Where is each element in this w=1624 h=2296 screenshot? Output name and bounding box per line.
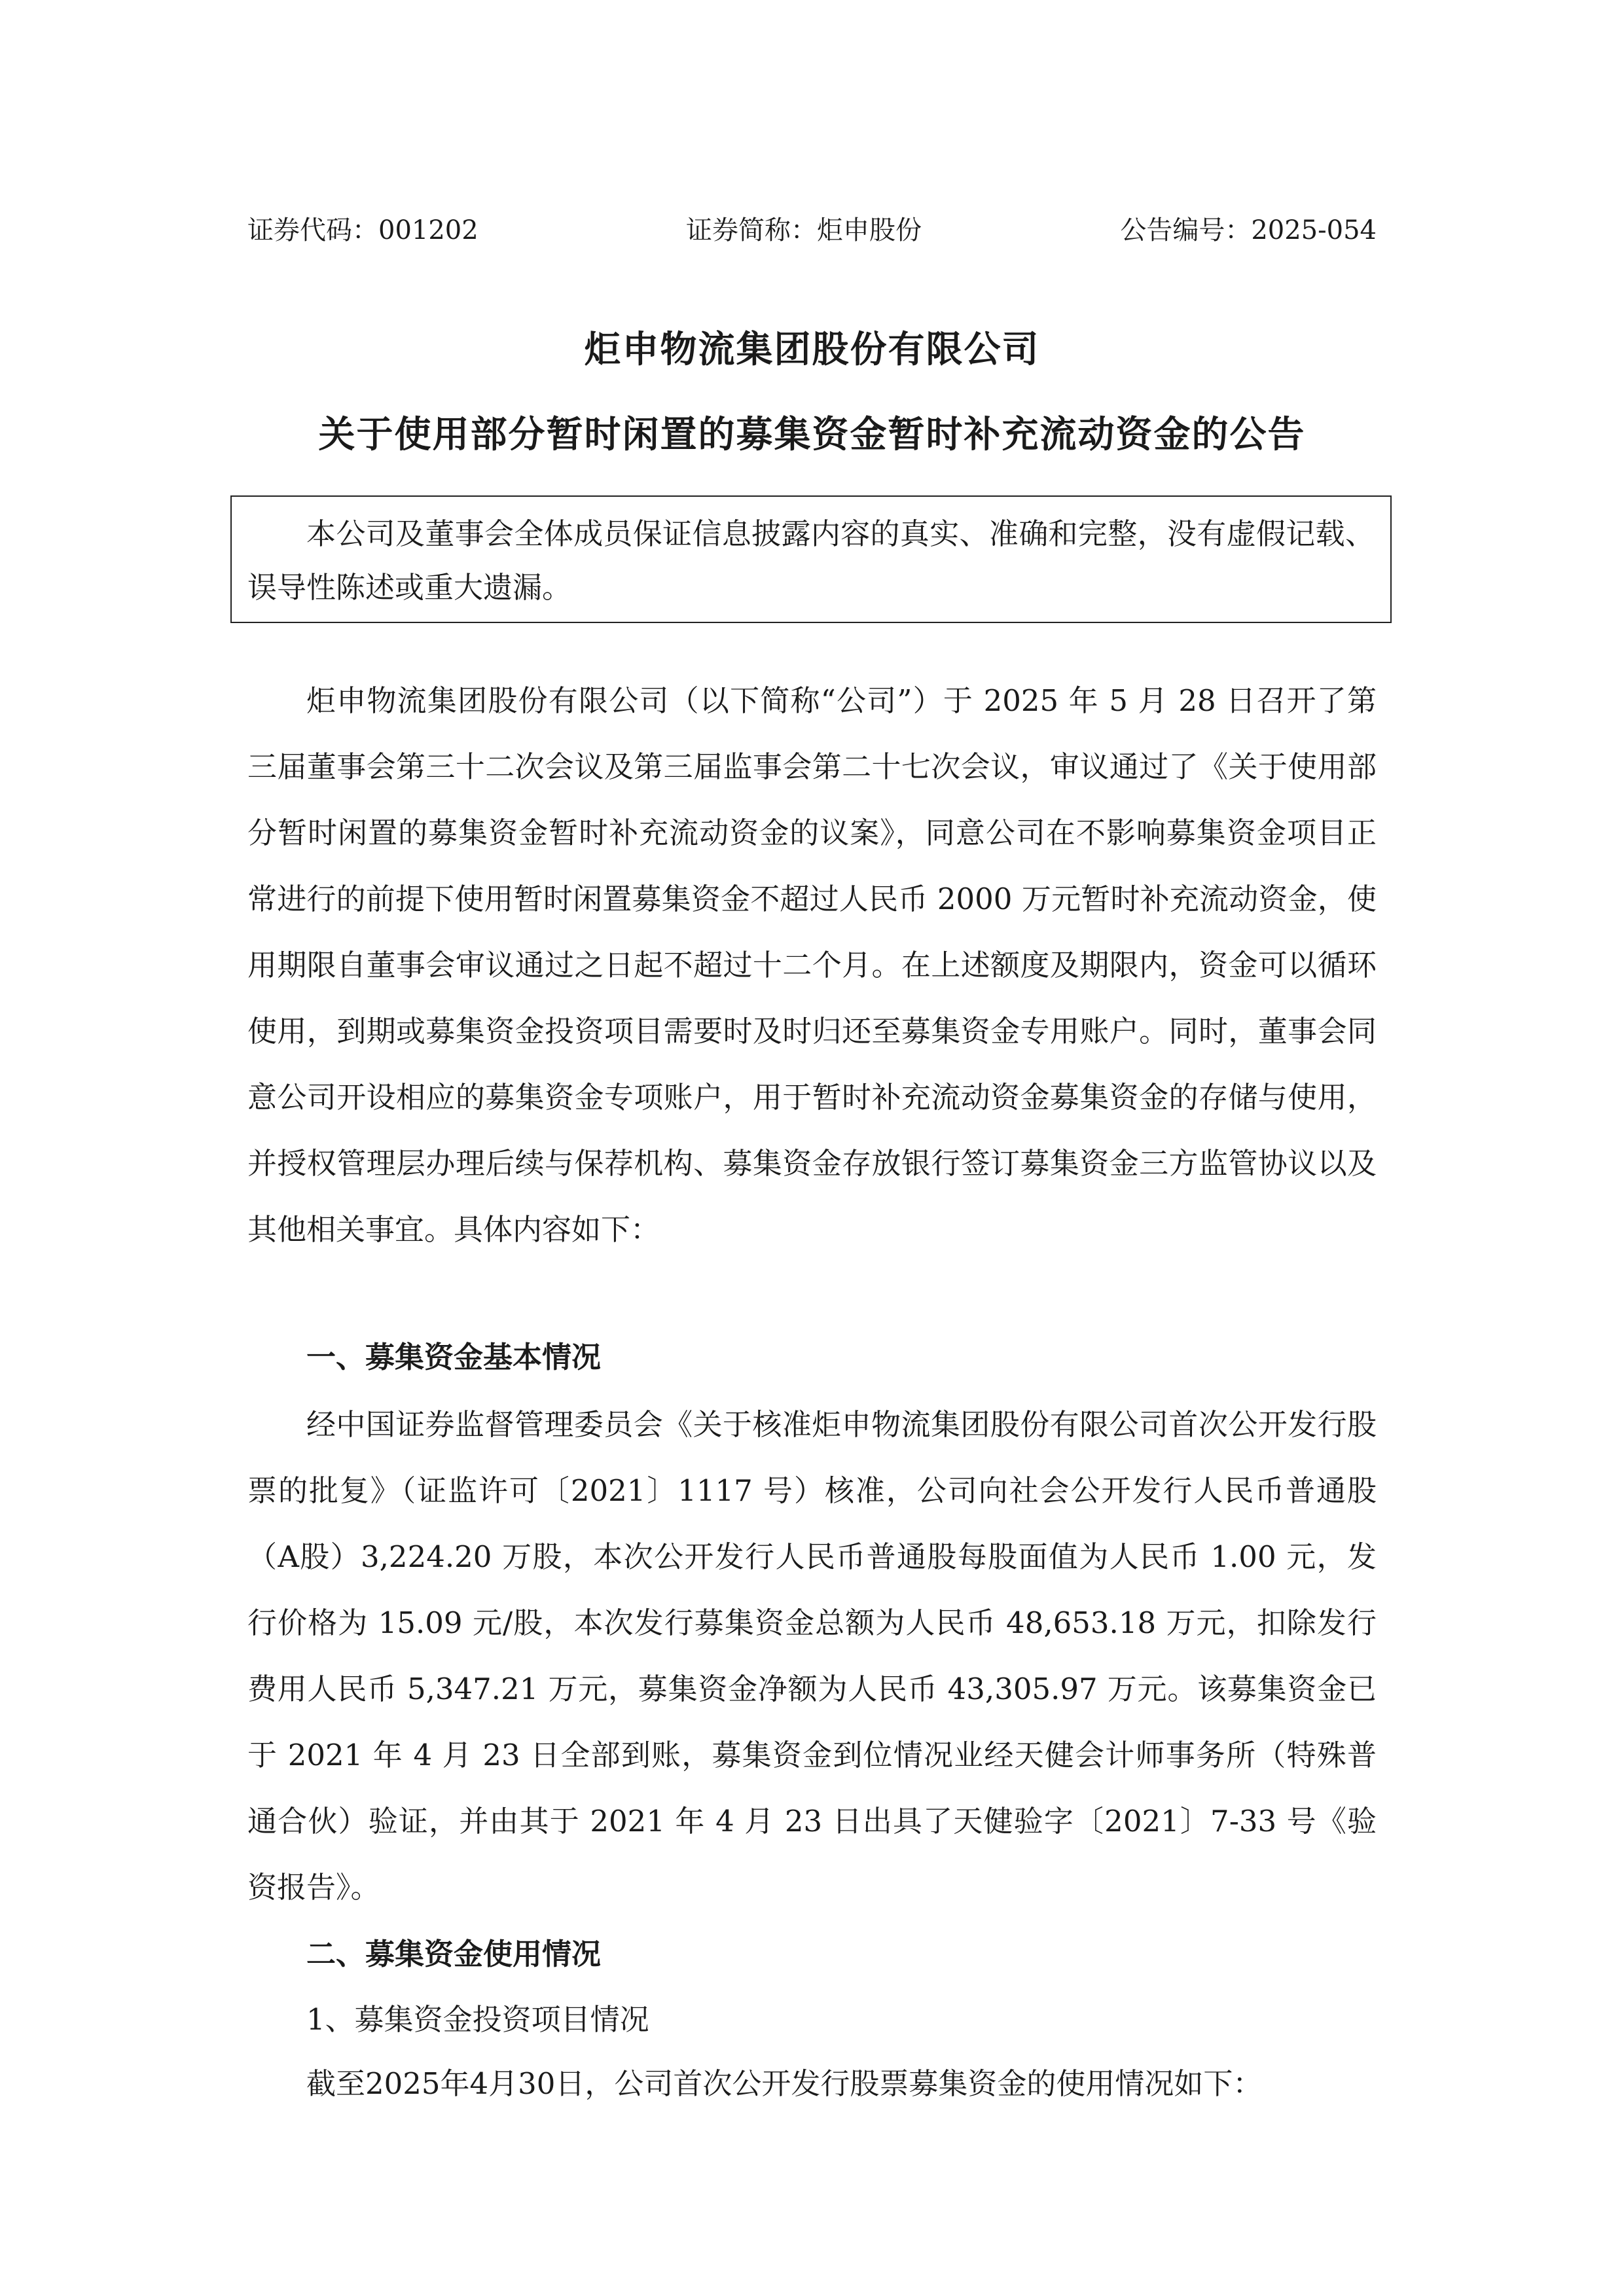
- announcement-number: 公告编号：2025-054: [1120, 215, 1377, 245]
- document-header: [247, 211, 1377, 250]
- subheading-investment-projects: 1、募集资金投资项目情况: [306, 2002, 649, 2037]
- security-short-name: 证券简称：炬申股份: [686, 215, 922, 245]
- section-heading-2: 二、募集资金使用情况: [306, 1937, 602, 1971]
- disclosure-notice-box: 本公司及董事会全体成员保证信息披露内容的真实、准确和完整，没有虚假记载、误导性陈述或重大遗漏。: [230, 495, 1392, 623]
- as-of-statement: 截至2025年4月30日，公司首次公开发行股票募集资金的使用情况如下：: [306, 2066, 1263, 2101]
- intro-paragraph: 炬申物流集团股份有限公司（以下简称“公司”）于 2025 年 5 月 28 日召开了第三届董事会第三十二次会议及第三届监事会第二十七次会议，审议通过了《关于使用部分暂时闲置的募集资金暂时补充流动资金的议案》，同意公司在不影响募集资金项目正常进行的前提下使用暂时闲置募集资金不超过人民币 2000 万元暂时补充流动资金，使用期限自董事会审议通过之日起不超过十二个月。在上述额度及期限内，资金可以循环使用，到期或募集资金投资项目需要时及时归还至募集资金专用账户。同时，董事会同意公司开设相应的募集资金专项账户，用于暂时补充流动资金募集资金的存储与使用，并授权管理层办理后续与保荐机构、募集资金存放银行签订募集资金三方监管协议以及其他相关事宜。具体内容如下：: [247, 683, 1377, 1247]
- announcement-title: 关于使用部分暂时闲置的募集资金暂时补充流动资金的公告: [318, 414, 1306, 456]
- section1-paragraph: 经中国证券监督管理委员会《关于核准炬申物流集团股份有限公司首次公开发行股票的批复》（证监许可〔2021〕1117 号）核准，公司向社会公开发行人民币普通股（A股）3,224.20 万股，本次公开发行人民币普通股每股面值为人民币 1.00 元，发行价格为 15.09 元/股，本次发行募集资金总额为人民币 48,653.18 万元，扣除发行费用人民币 5,347.21 万元，募集资金净额为人民币 43,305.97 万元。该募集资金已于 2021 年 4 月 23 日全部到账，募集资金到位情况业经天健会计师事务所（特殊普通合伙）验证，并由其于 2021 年 4 月 23 日出具了天健验字〔2021〕7-33 号《验资报告》。: [247, 1407, 1377, 1905]
- section-heading-1: 一、募集资金基本情况: [306, 1340, 602, 1374]
- security-code: 证券代码：001202: [247, 215, 478, 245]
- company-title: 炬申物流集团股份有限公司: [584, 329, 1040, 371]
